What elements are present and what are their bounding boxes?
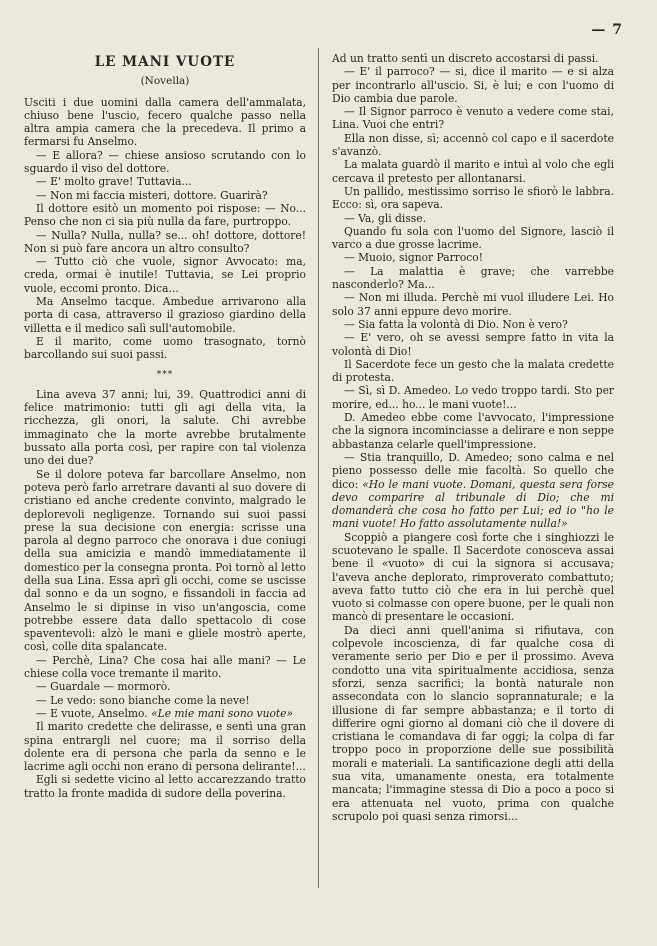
paragraph [332, 451, 614, 531]
paragraph: — E' molto grave! Tuttavia... [36, 175, 192, 189]
story-subtitle: (Novella) [140, 75, 190, 88]
column-divider [318, 48, 319, 888]
left-column [24, 52, 306, 800]
italic-quote: «Ho le mani vuote. Domani, questa sera forse devo comparire al tribunale di Dio; che mi domanderà che cosa ho fatto per Lui; ed io "ho le mani vuote! Ho fatto assolutamente nulla!» [332, 477, 614, 531]
paragraph: — Muoio, signor Parroco! [344, 251, 484, 265]
paragraph: — Sì, sì D. Amedeo. Lo vedo troppo tardi. Sto per morire, ed... ho... le mani vuote!... [332, 384, 614, 411]
paragraph: — E' il parroco? — si, dice il marito — e si alza per incontrarlo all'uscio. Si, è lui; e con l'uomo di Dio cambia due parole. [332, 65, 614, 105]
paragraph: — Perchè, Lina? Che cosa hai alle mani? — Le chiese colla voce tremante il marito. [24, 653, 306, 681]
paragraph: Se il dolore poteva far barcollare Anselmo, non poteva però farlo arretrare davanti al suo dovere di cristiano ed anche credente convinto, malgrado le deplorevoli negligenze. Tornando sui suoi passi prese la sua decisione con energia: scrisse una parola al degno parroco che onorava i due coniugi della sua amicizia e mandò immediatamente il domestico per la consegna pronta. Poi tornò al letto della sua Lina. Essa aprì gli occhi, come se uscisse dal sonno e da un sogno, e fissandoli in faccia ad Anselmo le si dipinse in viso un'angoscia, come potrebbe essere data dallo spettacolo di cose spaventevoli: alzò le mani e gliele mostrò aperte, così, colle dita spalancate. [24, 467, 306, 654]
paragraph: Quando fu sola con l'uomo del Signore, lasciò il varco a due grosse lacrime. [332, 224, 614, 252]
page-number: — 7 [591, 22, 623, 38]
italic-quote: «Le mie mani sono vuote» [151, 706, 294, 720]
paragraph: Egli si sedette vicino al letto accarezzando tratto tratto la fronte madida di sudore della poverina. [24, 773, 306, 800]
paragraph: Ella non disse, sì; accennò col capo e il sacerdote s'avanzò. [332, 131, 614, 159]
paragraph-text: — Stia tranquillo, D. Amedeo; sono calma e nel pieno possesso delle mie facoltà. So quello che dico: [332, 450, 614, 491]
paragraph: — Va, gli disse. [344, 211, 427, 225]
paragraph: Lina aveva 37 anni; lui, 39. Quattrodici anni di felice matrimonio: tutti gli agi della vita, la ricchezza, gli onori, la salute. Chi avrebbe immaginato che la morte avrebbe brutalmente bussato alla porta così, per rapire con tal violenza uno dei due? [24, 387, 306, 468]
paragraph: — Tutto ciò che vuole, signor Avvocato: ma, creda, ormai è inutile! Tuttavia, se Lei proprio vuole, eccomi pronto. Dica... [24, 255, 306, 295]
paragraph: — Non mi faccia misteri, dottore. Guarirà? [36, 188, 268, 202]
paragraph: — Sia fatta la volontà di Dio. Non è vero? [344, 317, 568, 331]
paragraph: Da dieci anni quell'anima si rifiutava, con colpevole incoscienza, di far qualche cosa di veramente serio per Dio e per il prossimo. Aveva condotto una vita spiritualmente accidiosa, senza sforzi, senza sacrifici; la bontà naturale non assecondata con lo slancio soprannaturale; e la illusione di far sempre abbastanza; e il torto di differire ogni giorno al domani ciò che il dovere di cristiana le comandava di far oggi; la colpa di far troppo poco in proporzione delle sue possibilità morali e materiali. La santificazione degli atti della sua vita, umanamente onesta, era totalmente mancata; l'immagine stessa di Dio a poco a poco si era attenuata nel vuoto, prima con qualche scrupolo poi quasi senza rimorsi... [332, 623, 614, 823]
right-column [332, 52, 614, 823]
paragraph: Usciti i due uomini dalla camera dell'ammalata, chiuso bene l'uscio, fecero qualche passo nella altra ampia camera che la precedeva. Il primo a fermarsi fu Anselmo. [24, 95, 306, 149]
paragraph: — Nulla? Nulla, nulla? se... oh! dottore, dottore! Non si può fare ancora un altro consulto? [24, 228, 306, 255]
paragraph: Il Sacerdote fece un gesto che la malata credette di protesta. [332, 357, 614, 385]
paragraph: Ad un tratto sentì un discreto accostarsi di passi. [332, 52, 599, 65]
paragraph: — E' vero, oh se avessi sempre fatto in vita la volontà di Dio! [332, 331, 614, 358]
paragraph: D. Amedeo ebbe come l'avvocato, l'impressione che la signora incominciasse a delirare e non seppe abbastanza celarle quell'impressione. [332, 411, 614, 451]
paragraph: — Il Signor parroco è venuto a vedere come stai, Lina. Vuoi che entri? [332, 105, 614, 132]
paragraph: — E allora? — chiese ansioso scrutando con lo sguardo il viso del dottore. [24, 148, 306, 176]
story-title: LE MANI VUOTE [94, 54, 236, 70]
paragraph: — Le vedo: sono bianche come la neve! [36, 693, 250, 707]
paragraph: E il marito, come uomo trasognato, tornò barcollando sui suoi passi. [24, 334, 306, 362]
section-separator: *** [156, 369, 174, 380]
paragraph: Il marito credette che delirasse, e sentì una gran spina entrargli nel cuore; ma il sorriso della dolente era di persona che parla da senno e le lacrime agli occhi non erano di persona delirante!... [24, 720, 306, 774]
paragraph: Un pallido, mestissimo sorriso le sfiorò le labbra. Ecco: sì, ora sapeva. [332, 184, 614, 212]
paragraph: Il dottore esitò un momento poi rispose: — No... Penso che non ci sia più nulla da fare, purtroppo. [24, 201, 306, 229]
paragraph [24, 707, 306, 720]
paragraph: — Guardale — mormorò. [36, 680, 171, 694]
paragraph: La malata guardò il marito e intuì al volo che egli cercava il pretesto per allontanarsi. [332, 158, 614, 185]
paragraph: Scoppiò a piangere così forte che i singhiozzi le scuotevano le spalle. Il Sacerdote conosceva assai bene il «vuoto» di cui la signora si accusava; l'aveva anche deplorato, rimproverato combattuto; aveva fatto tutto ciò che era in lui perchè quel vuoto si colmasse con opere buone, per le quali non mancò di presentare le occasioni. [332, 530, 614, 624]
paragraph-text: — E vuote, Anselmo. [36, 706, 152, 720]
paragraph: Ma Anselmo tacque. Ambedue arrivarono alla porta di casa, attraverso il grazioso giardino della villetta e il medico salì sull'automobile. [24, 295, 306, 335]
paragraph: — La malattia è grave; che varrebbe nasconderlo? Ma... [332, 264, 614, 292]
paragraph: — Non mi illuda. Perchè mi vuol illudere Lei. Ho solo 37 anni eppure devo morire. [332, 291, 614, 318]
